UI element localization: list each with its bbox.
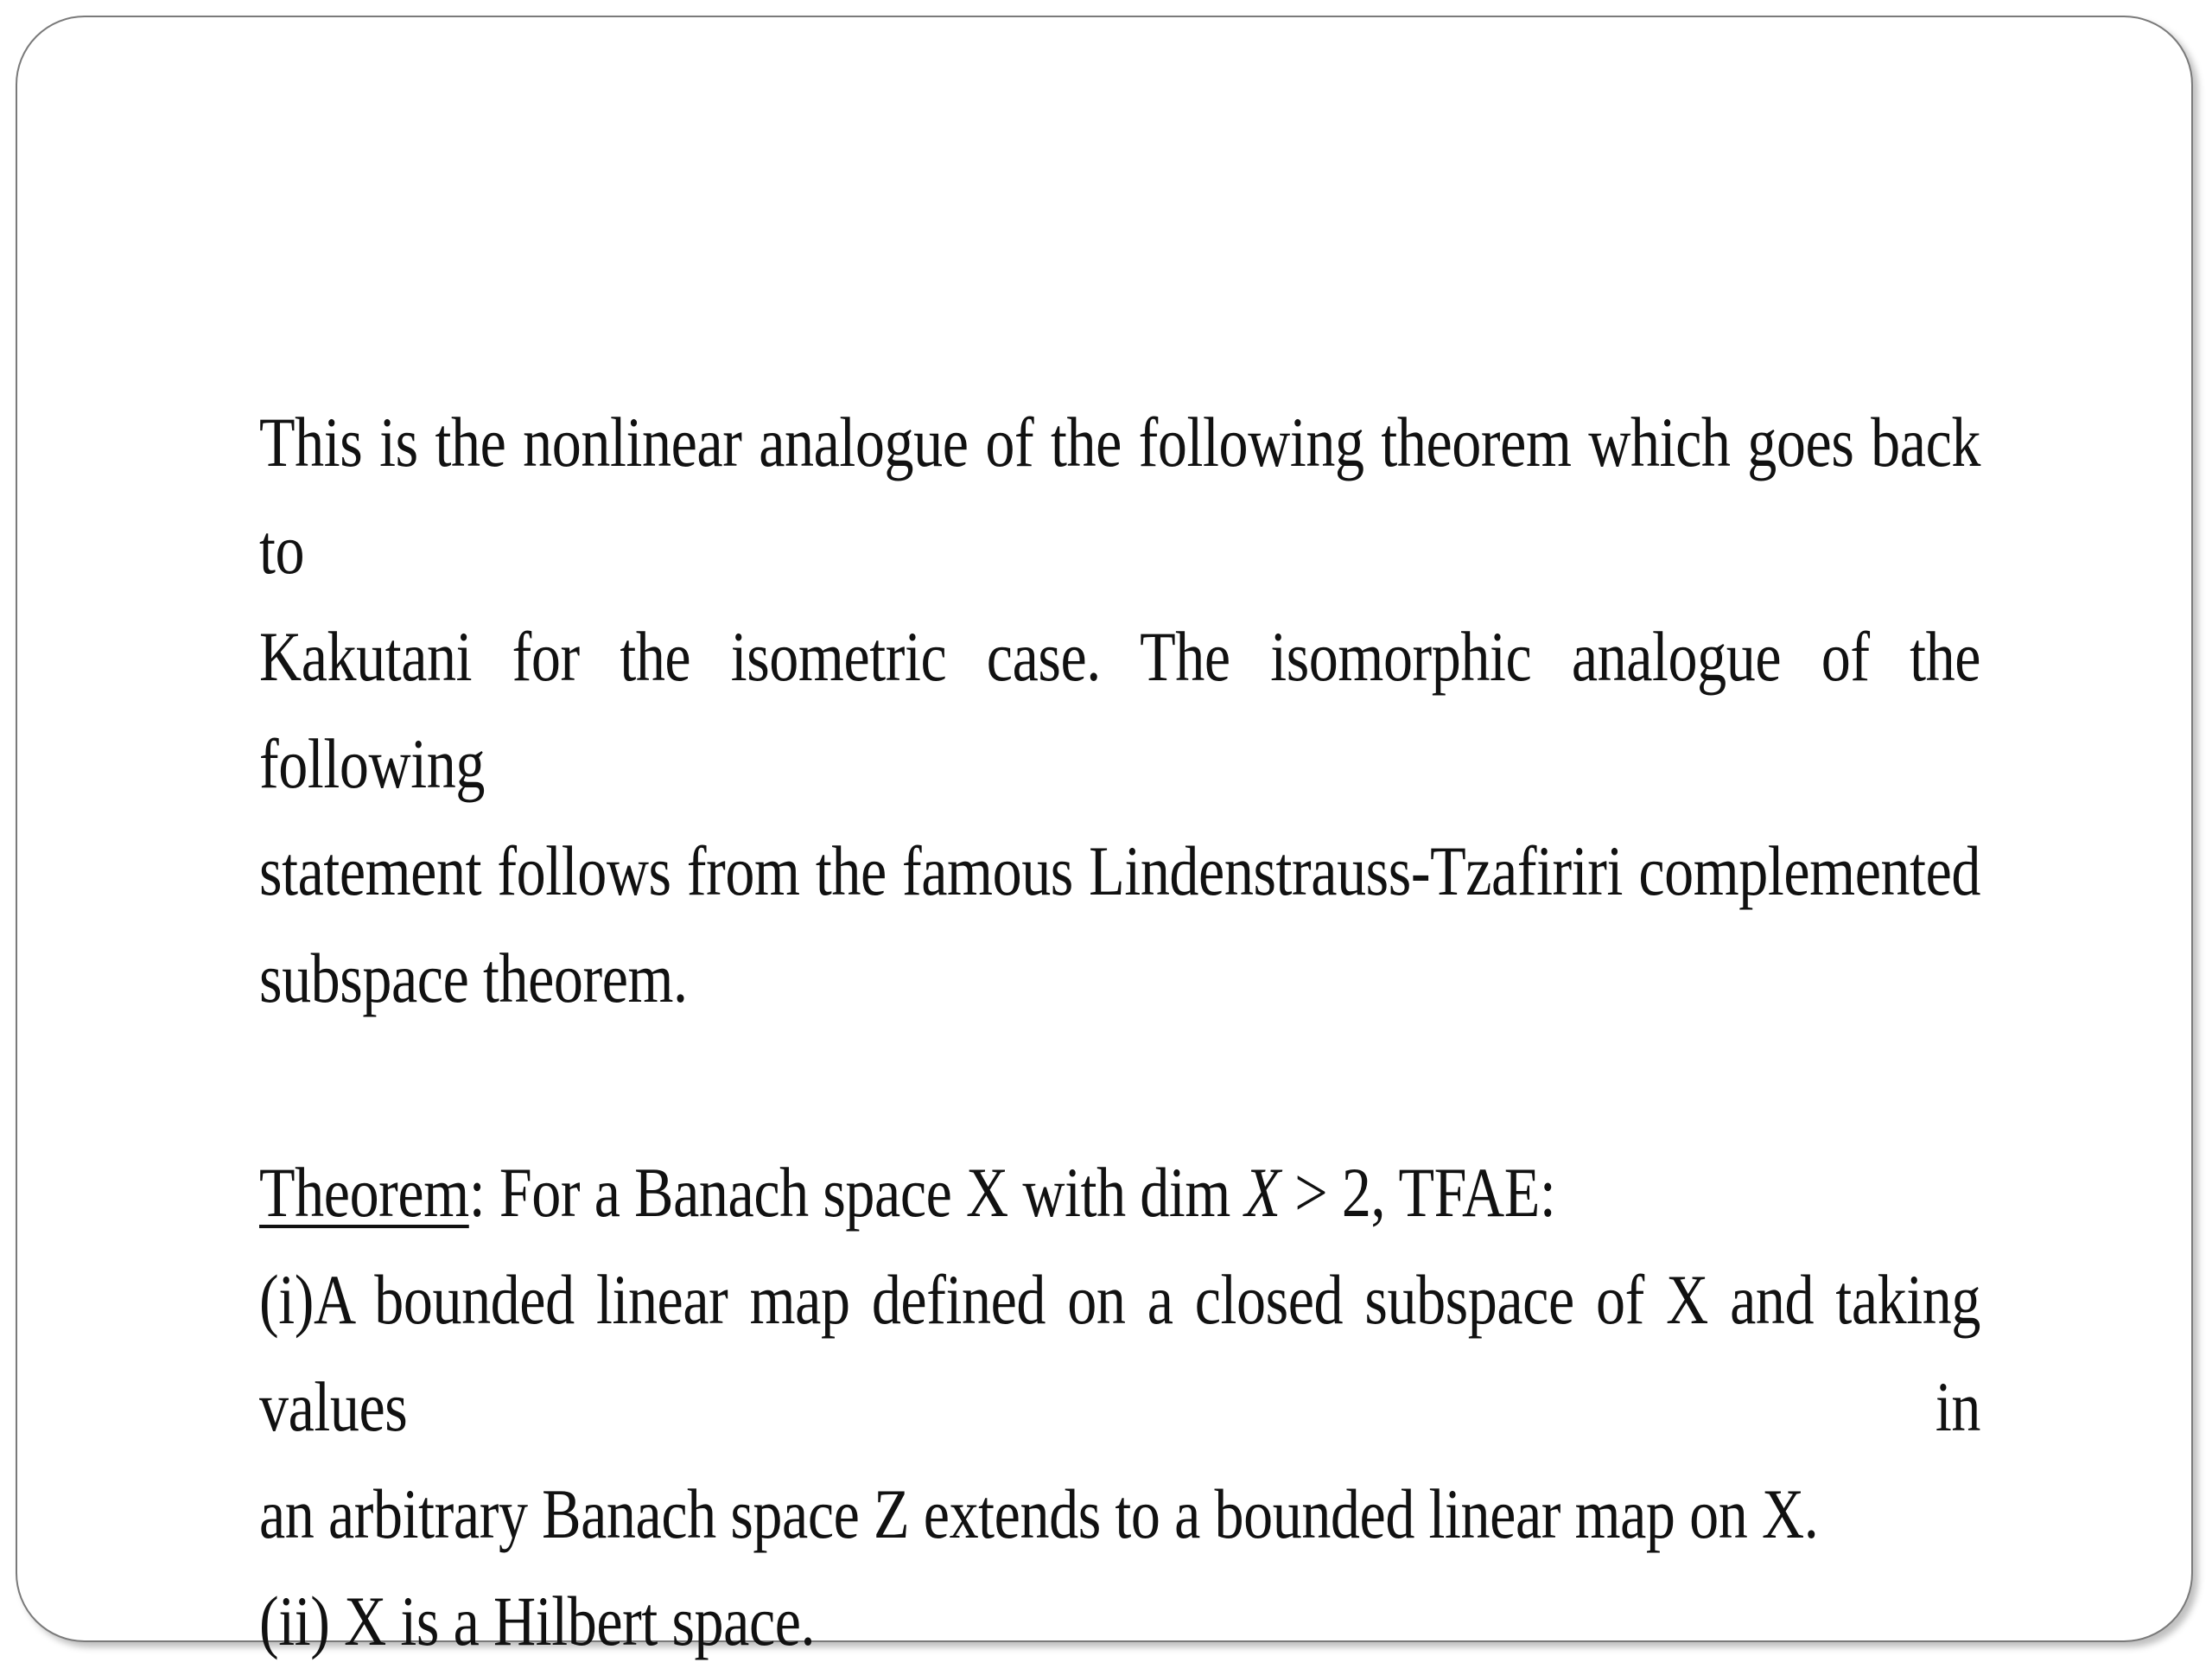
theorem-statement xyxy=(259,1139,1980,1246)
theorem-variable: X xyxy=(1244,1153,1281,1232)
theorem-item-ii: (ii) X is a Hilbert space. xyxy=(259,1582,816,1660)
theorem-item-i-line-1: (i)A bounded linear map defined on a closed subspace of X and taking values in xyxy=(259,1260,1980,1446)
theorem-intro-a: For a Banach space X with dim xyxy=(485,1153,1245,1232)
theorem-intro-b: > 2, TFAE: xyxy=(1280,1153,1556,1232)
theorem-label: Theorem xyxy=(259,1153,469,1232)
spacer xyxy=(259,1032,1980,1139)
slide-content xyxy=(259,389,1980,1675)
slide-frame xyxy=(16,16,2193,1660)
theorem-colon: : xyxy=(468,1153,486,1232)
theorem-item-i-line-2: an arbitrary Banach space Z extends to a bounded linear map on X. xyxy=(259,1474,1819,1553)
paragraph-line-4: subspace theorem. xyxy=(259,939,688,1017)
paragraph-line-1: This is the nonlinear analogue of the following theorem which goes back to xyxy=(259,403,1980,589)
paragraph-line-3: statement follows from the famous Lindenstrauss-Tzafiriri complemented xyxy=(259,831,1980,910)
paragraph-line-2: Kakutani for the isometric case. The isomorphic analogue of the following xyxy=(259,617,1980,803)
